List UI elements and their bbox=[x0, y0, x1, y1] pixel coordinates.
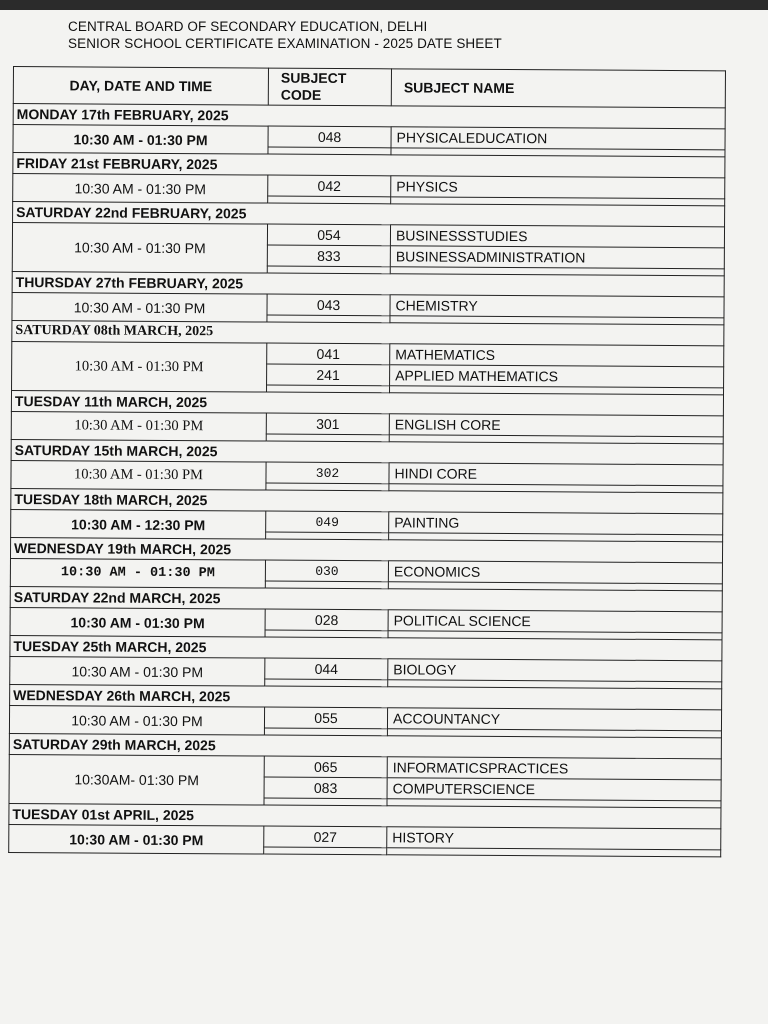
exam-day: SATURDAY 15th MARCH, 2025 bbox=[11, 439, 723, 464]
subject-name: BIOLOGY bbox=[388, 659, 722, 682]
scan-top-edge bbox=[0, 0, 768, 10]
subject-code: 065 bbox=[264, 756, 387, 778]
exam-time: 10:30 AM - 01:30 PM bbox=[12, 223, 267, 274]
subject-code: 030 bbox=[265, 560, 388, 582]
date-sheet bbox=[8, 66, 726, 857]
subject-name: CHEMISTRY bbox=[390, 295, 724, 318]
subject-name: POLITICAL SCIENCE bbox=[388, 610, 722, 633]
date-sheet-table bbox=[8, 66, 726, 857]
subject-name: INFORMATICSPRACTICES bbox=[387, 757, 721, 780]
subject-code: 833 bbox=[267, 245, 390, 267]
subject-code: 301 bbox=[266, 413, 389, 435]
subject-code: 048 bbox=[268, 126, 391, 148]
exam-time: 10:30 AM - 01:30 PM bbox=[13, 174, 268, 204]
subject-code: 027 bbox=[264, 826, 387, 848]
subject-code: 042 bbox=[268, 175, 391, 197]
subject-name: ENGLISH CORE bbox=[389, 414, 723, 437]
exam-day: TUESDAY 18th MARCH, 2025 bbox=[11, 488, 723, 513]
exam-time: 10:30 AM - 01:30 PM bbox=[10, 607, 265, 637]
subject-code: 055 bbox=[264, 707, 387, 729]
exam-day: SATURDAY 22nd FEBRUARY, 2025 bbox=[13, 202, 725, 227]
exam-time: 10:30 AM - 01:30 PM bbox=[10, 656, 265, 686]
column-header-subject-name: SUBJECT NAME bbox=[391, 69, 725, 108]
subject-name: MATHEMATICS bbox=[390, 344, 724, 367]
exam-day: SATURDAY 29th MARCH, 2025 bbox=[9, 733, 721, 758]
exam-time: 10:30 AM - 01:30 PM bbox=[11, 411, 266, 441]
exam-time: 10:30 AM - 01:30 PM bbox=[12, 292, 267, 322]
exam-time: 10:30 AM - 12:30 PM bbox=[11, 509, 266, 539]
subject-code: 241 bbox=[267, 364, 390, 386]
exam-time: 10:30 AM - 01:30 PM bbox=[9, 824, 264, 854]
subject-name: COMPUTERSCIENCE bbox=[387, 778, 721, 801]
subject-name: ACCOUNTANCY bbox=[387, 708, 721, 731]
subject-name: APPLIED MATHEMATICS bbox=[390, 365, 724, 388]
subject-code: 302 bbox=[266, 462, 389, 484]
subject-name: HINDI CORE bbox=[389, 463, 723, 486]
subject-name: ECONOMICS bbox=[388, 561, 722, 584]
subject-code: 083 bbox=[264, 777, 387, 799]
document-header bbox=[68, 18, 502, 52]
exam-time: 10:30 AM - 01:30 PM bbox=[10, 558, 265, 588]
subject-name: PHYSICALEDUCATION bbox=[391, 127, 725, 150]
exam-time: 10:30 AM - 01:30 PM bbox=[13, 125, 268, 155]
subject-name: BUSINESSSTUDIES bbox=[390, 225, 724, 248]
subject-code: 043 bbox=[267, 294, 390, 316]
subject-name: BUSINESSADMINISTRATION bbox=[390, 246, 724, 269]
exam-day: TUESDAY 11th MARCH, 2025 bbox=[11, 390, 723, 415]
subject-code: 041 bbox=[267, 343, 390, 365]
exam-time: 10:30 AM - 01:30 PM bbox=[9, 705, 264, 735]
exam-time: 10:30AM- 01:30 PM bbox=[9, 754, 264, 805]
exam-day: WEDNESDAY 19th MARCH, 2025 bbox=[10, 537, 722, 562]
subject-code: 044 bbox=[265, 658, 388, 680]
exam-day: MONDAY 17th FEBRUARY, 2025 bbox=[13, 104, 725, 129]
exam-day: THURSDAY 27th FEBRUARY, 2025 bbox=[12, 271, 724, 296]
column-header-day-date-time: DAY, DATE AND TIME bbox=[13, 67, 268, 106]
table-header-row bbox=[13, 67, 725, 108]
exam-day: TUESDAY 01st APRIL, 2025 bbox=[9, 803, 721, 828]
exam-day: SATURDAY 22nd MARCH, 2025 bbox=[10, 586, 722, 611]
subject-code: 054 bbox=[267, 224, 390, 246]
subject-code: 028 bbox=[265, 609, 388, 631]
exam-title: SENIOR SCHOOL CERTIFICATE EXAMINATION - 2025 DATE SHEET bbox=[68, 36, 502, 51]
board-title: CENTRAL BOARD OF SECONDARY EDUCATION, DELHI bbox=[68, 19, 428, 34]
subject-code: 049 bbox=[266, 511, 389, 533]
subject-name: PHYSICS bbox=[391, 176, 725, 199]
subject-name: PAINTING bbox=[389, 512, 723, 535]
subject-name: HISTORY bbox=[387, 827, 721, 850]
exam-day: SATURDAY 08th MARCH, 2025 bbox=[12, 320, 724, 345]
exam-day: WEDNESDAY 26th MARCH, 2025 bbox=[10, 684, 722, 709]
exam-day: TUESDAY 25th MARCH, 2025 bbox=[10, 635, 722, 660]
exam-day: FRIDAY 21st FEBRUARY, 2025 bbox=[13, 153, 725, 178]
exam-time: 10:30 AM - 01:30 PM bbox=[12, 341, 267, 392]
exam-time: 10:30 AM - 01:30 PM bbox=[11, 460, 266, 490]
column-header-subject-code: SUBJECT CODE bbox=[268, 68, 391, 106]
